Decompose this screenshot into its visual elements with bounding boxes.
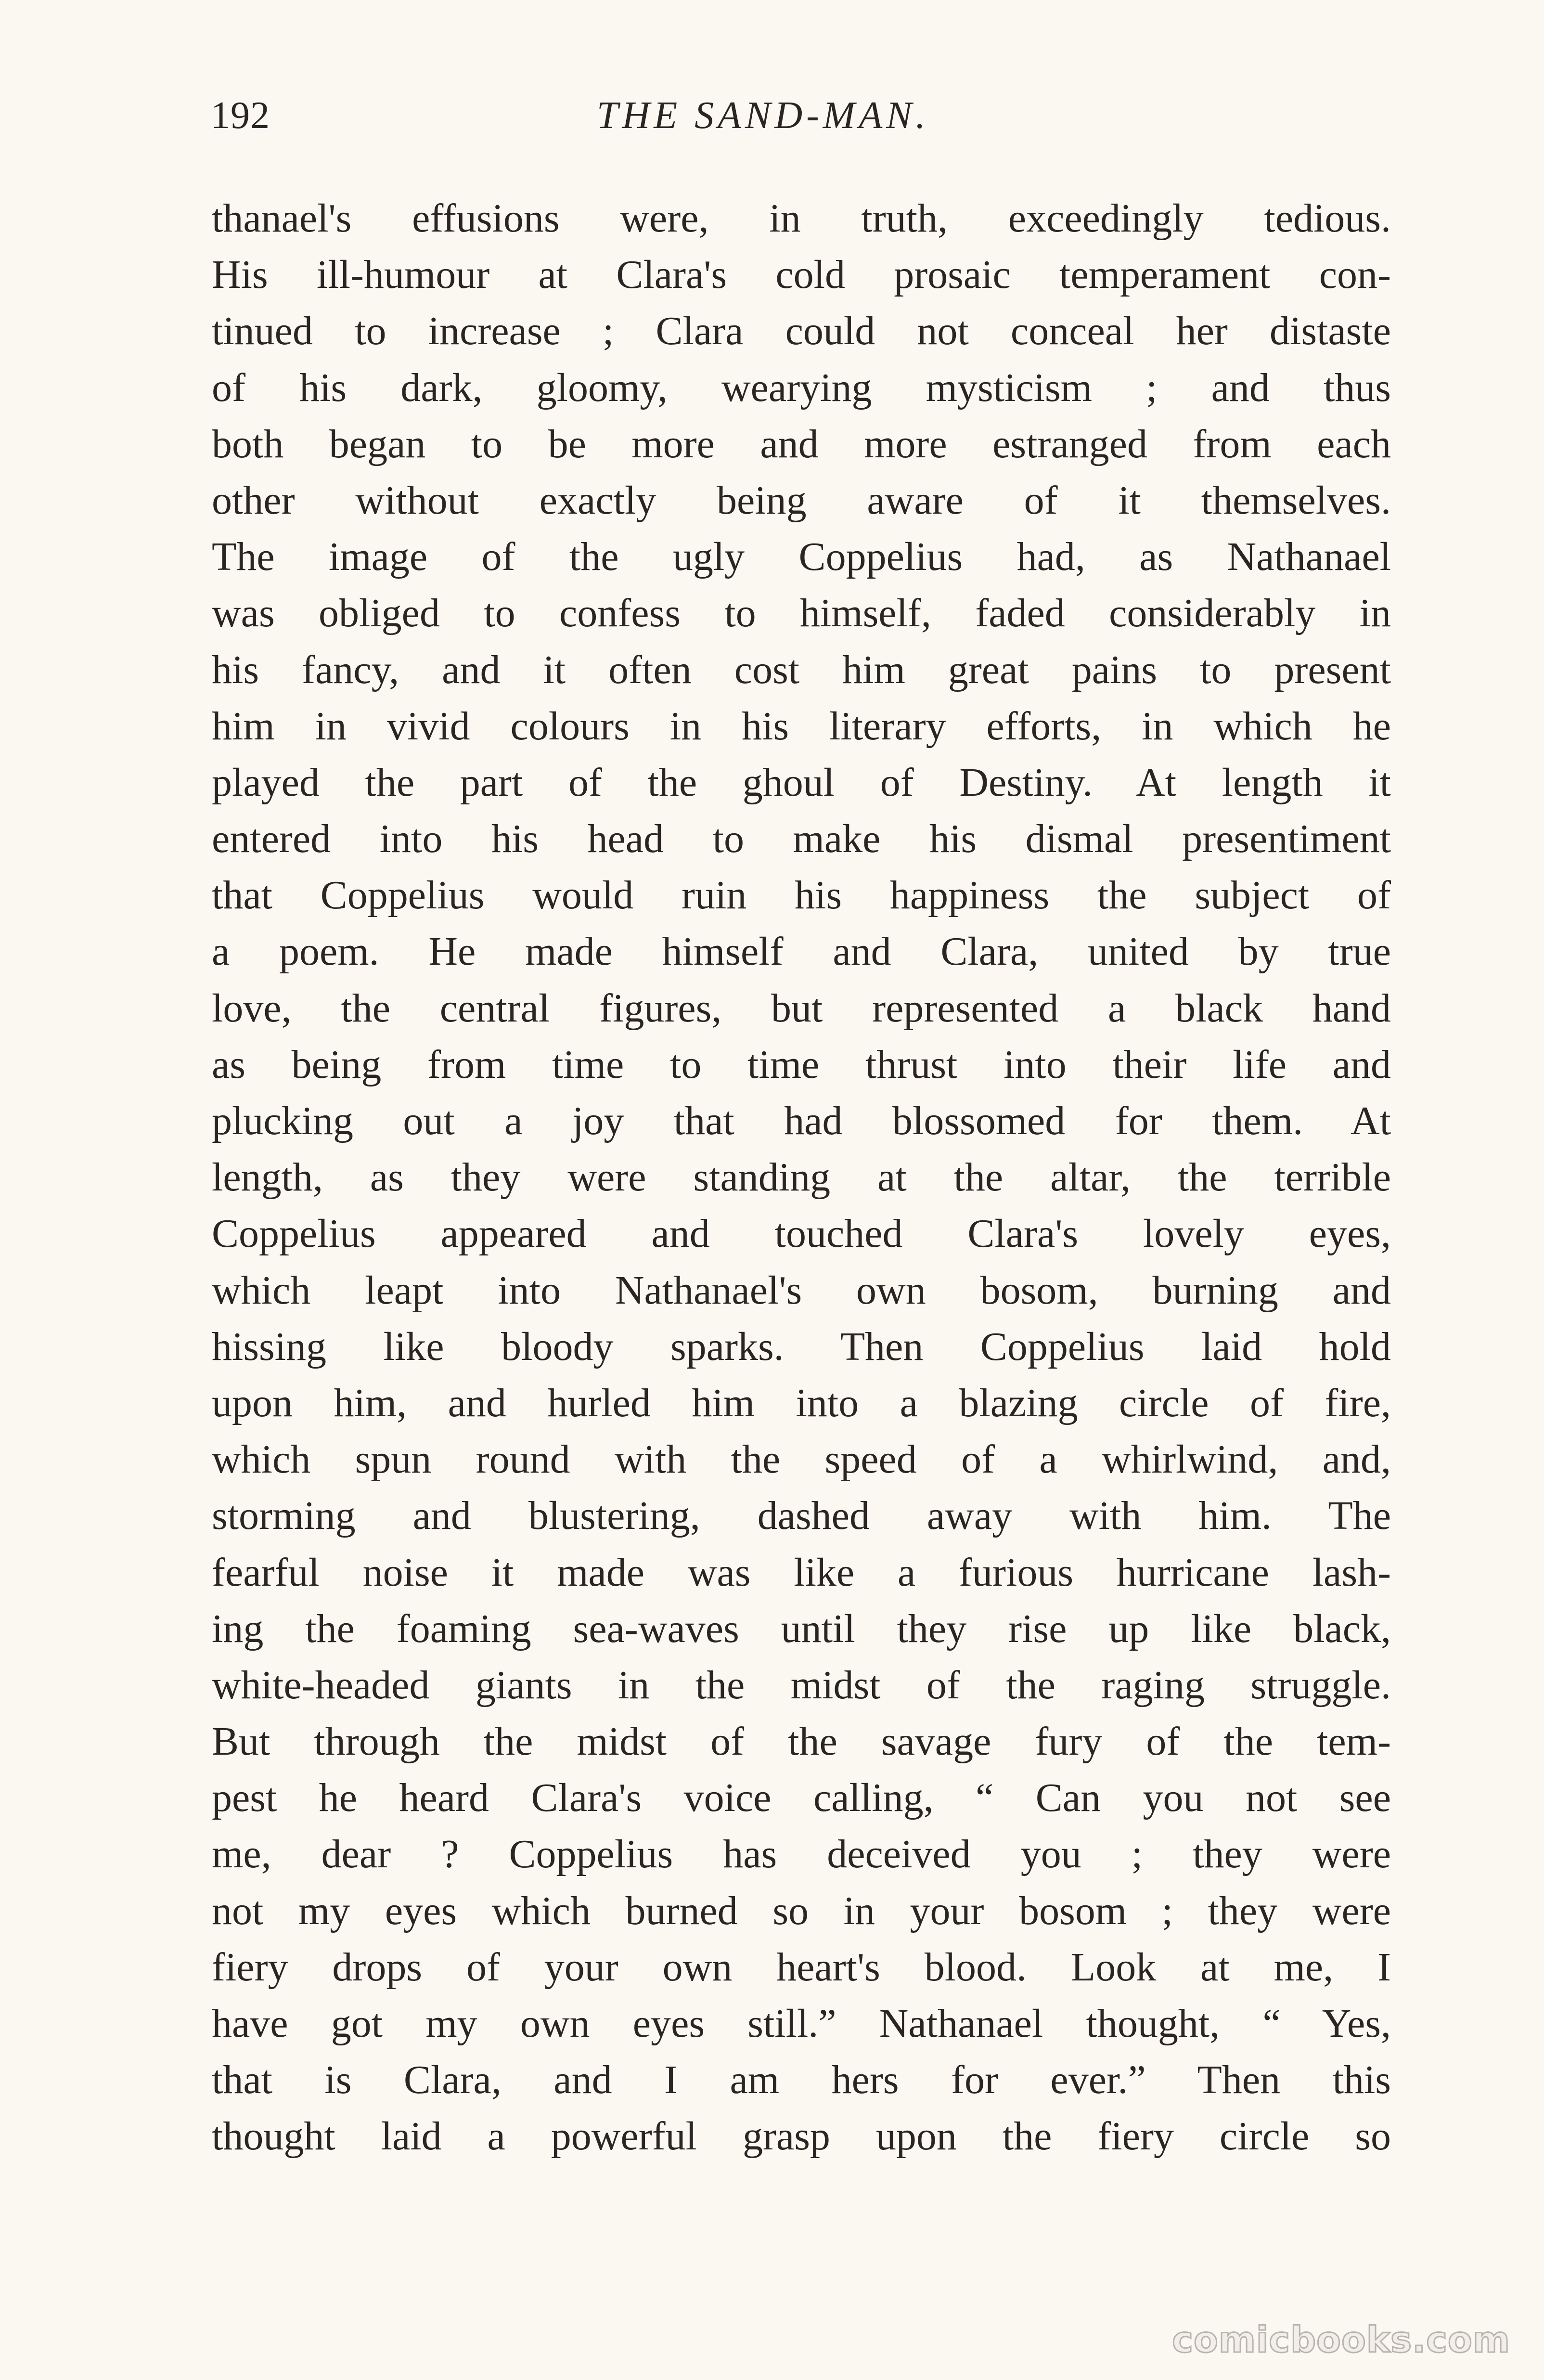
text-line: ing the foaming sea-waves until they rise up like black,: [212, 1606, 1391, 1651]
watermark: comicbooks.com: [1172, 2319, 1510, 2361]
text-line: fiery drops of your own heart's blood. Look at me, I: [212, 1944, 1391, 1990]
text-line: His ill-humour at Clara's cold prosaic temperament con-: [212, 252, 1391, 298]
text-line: both began to be more and more estranged from each: [212, 421, 1391, 466]
text-line: thanael's effusions were, in truth, exceedingly tedious.: [212, 196, 1391, 241]
text-line: his fancy, and it often cost him great pains to present: [212, 647, 1391, 692]
text-line: was obliged to confess to himself, faded considerably in: [212, 591, 1391, 636]
text-line: other without exactly being aware of it themselves.: [212, 478, 1391, 523]
page-number: 192: [211, 94, 270, 137]
text-line: played the part of the ghoul of Destiny. At length it: [212, 760, 1391, 805]
text-line: which leapt into Nathanael's own bosom, burning and: [212, 1268, 1391, 1313]
body-text: [212, 190, 1391, 2165]
running-title: THE SAND-MAN.: [597, 94, 929, 137]
text-line: tinued to increase ; Clara could not conceal her distaste: [212, 309, 1391, 354]
text-line: as being from time to time thrust into their life and: [212, 1042, 1391, 1087]
text-line: not my eyes which burned so in your bosom ; they were: [212, 1888, 1391, 1933]
text-line: of his dark, gloomy, wearying mysticism ; and thus: [212, 365, 1391, 410]
text-line: upon him, and hurled him into a blazing circle of fire,: [212, 1380, 1391, 1425]
text-line: that is Clara, and I am hers for ever.” Then this: [212, 2057, 1391, 2103]
text-line: him in vivid colours in his literary efforts, in which he: [212, 703, 1391, 749]
text-line: white-headed giants in the midst of the raging struggle.: [212, 1662, 1391, 1707]
text-line: plucking out a joy that had blossomed for them. At: [212, 1099, 1391, 1143]
text-line: Coppelius appeared and touched Clara's lovely eyes,: [212, 1211, 1391, 1256]
text-line: storming and blustering, dashed away with him. The: [212, 1493, 1391, 1539]
text-line: a poem. He made himself and Clara, united by true: [212, 929, 1391, 974]
text-line: The image of the ugly Coppelius had, as Nathanael: [212, 534, 1391, 580]
text-line: have got my own eyes still.” Nathanael thought, “ Yes,: [212, 2001, 1391, 2046]
text-line: pest he heard Clara's voice calling, “ Can you not see: [212, 1775, 1391, 1821]
text-line: hissing like bloody sparks. Then Coppelius laid hold: [212, 1324, 1391, 1369]
text-line: entered into his head to make his dismal presentiment: [212, 816, 1391, 862]
text-line: thought laid a powerful grasp upon the fiery circle so: [212, 2114, 1391, 2159]
text-line: which spun round with the speed of a whirlwind, and,: [212, 1437, 1391, 1482]
text-line: length, as they were standing at the altar, the terrible: [212, 1155, 1391, 1200]
text-line: But through the midst of the savage fury of the tem-: [212, 1719, 1391, 1764]
text-line: that Coppelius would ruin his happiness the subject of: [212, 873, 1391, 918]
text-line: fearful noise it made was like a furious hurricane lash-: [212, 1550, 1391, 1595]
text-line: love, the central figures, but represented a black hand: [212, 985, 1391, 1031]
text-line: me, dear ? Coppelius has deceived you ; they were: [212, 1832, 1391, 1877]
